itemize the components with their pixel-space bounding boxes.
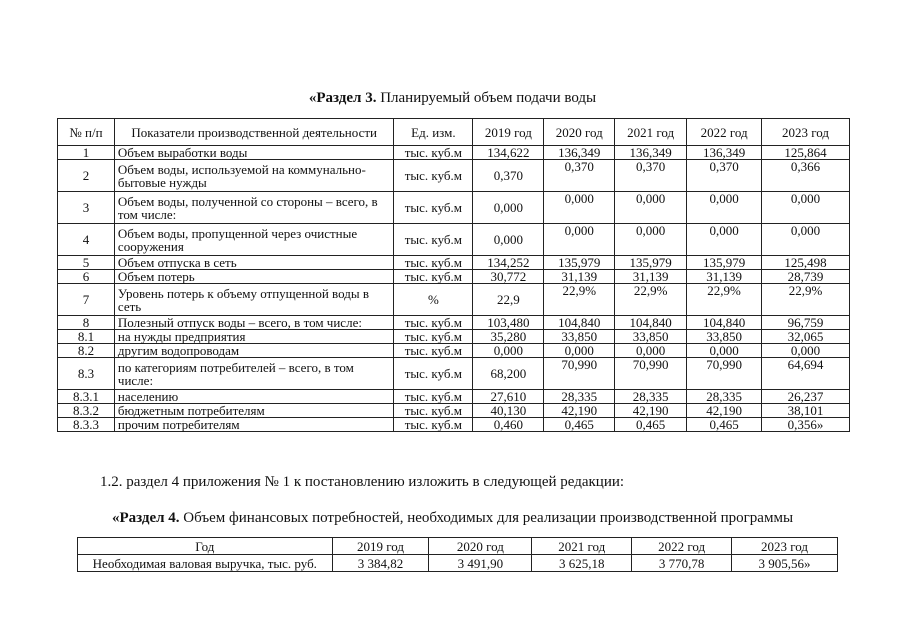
cell-2020: 0,370 [544, 160, 615, 192]
cell-2019: 0,000 [473, 344, 544, 358]
row-unit: тыс. куб.м [394, 224, 473, 256]
cell-2022: 136,349 [687, 146, 762, 160]
table-row [58, 192, 850, 224]
cell-2023: 64,694 [762, 358, 850, 390]
row-indicator: Объем отпуска в сеть [114, 256, 393, 270]
cell-2020: 135,979 [544, 256, 615, 270]
row-number: 8.3.1 [58, 390, 115, 404]
cell-2021: 42,190 [615, 404, 687, 418]
table-row [58, 390, 850, 404]
table-row [58, 284, 850, 316]
cell-2022: 3 770,78 [632, 555, 732, 572]
row-indicator: Полезный отпуск воды – всего, в том числе: [114, 316, 393, 330]
row-indicator: Объем выработки воды [114, 146, 393, 160]
table-header-row [58, 119, 850, 146]
cell-2022: 135,979 [687, 256, 762, 270]
cell-2023: 125,864 [762, 146, 850, 160]
section3-title-rest: Планируемый объем подачи воды [376, 90, 597, 106]
row-number: 3 [58, 192, 115, 224]
cell-2020: 0,000 [544, 224, 615, 256]
cell-2023: 0,356» [762, 418, 850, 432]
cell-2021: 22,9% [615, 284, 687, 316]
cell-2021: 33,850 [615, 330, 687, 344]
row-indicator: другим водопроводам [114, 344, 393, 358]
row-indicator: Объем воды, пропущенной через очистные сооружения [114, 224, 393, 256]
table-row [58, 256, 850, 270]
row-unit: тыс. куб.м [394, 330, 473, 344]
cell-2019: 27,610 [473, 390, 544, 404]
header-2023: 2023 год [762, 119, 850, 146]
row-number: 8 [58, 316, 115, 330]
cell-2019: 0,000 [473, 224, 544, 256]
cell-2023: 96,759 [762, 316, 850, 330]
cell-2019: 0,370 [473, 160, 544, 192]
row-unit: тыс. куб.м [394, 192, 473, 224]
table-row [58, 160, 850, 192]
row-unit: тыс. куб.м [394, 390, 473, 404]
row-number: 8.3 [58, 358, 115, 390]
table-row [78, 555, 838, 572]
cell-2022: 22,9% [687, 284, 762, 316]
row-indicator: по категориям потребителей – всего, в том числе: [114, 358, 393, 390]
header-num: № п/п [58, 119, 115, 146]
cell-2020: 0,000 [544, 192, 615, 224]
cell-2020: 22,9% [544, 284, 615, 316]
row-number: 7 [58, 284, 115, 316]
cell-2020: 0,465 [544, 418, 615, 432]
row-number: 5 [58, 256, 115, 270]
cell-2021: 136,349 [615, 146, 687, 160]
water-supply-table [57, 118, 850, 432]
cell-2019: 3 384,82 [332, 555, 429, 572]
row-unit: тыс. куб.м [394, 146, 473, 160]
header-2020: 2020 год [429, 538, 532, 555]
section3-title-prefix: «Раздел 3. [308, 90, 377, 106]
cell-2021: 0,000 [615, 224, 687, 256]
table-row [58, 358, 850, 390]
cell-2021: 28,335 [615, 390, 687, 404]
cell-2019: 134,622 [473, 146, 544, 160]
cell-2022: 70,990 [687, 358, 762, 390]
cell-2022: 0,000 [687, 224, 762, 256]
row-unit: тыс. куб.м [394, 418, 473, 432]
cell-2023: 3 905,56» [732, 555, 838, 572]
cell-2022: 0,000 [687, 344, 762, 358]
cell-2022: 28,335 [687, 390, 762, 404]
row-unit: тыс. куб.м [394, 160, 473, 192]
row-unit: тыс. куб.м [394, 270, 473, 284]
row-indicator: бюджетным потребителям [114, 404, 393, 418]
row-number: 4 [58, 224, 115, 256]
cell-2023: 0,366 [762, 160, 850, 192]
row-indicator: Объем воды, используемой на коммунально-бытовые нужды [114, 160, 393, 192]
table-row [58, 404, 850, 418]
cell-2019: 103,480 [473, 316, 544, 330]
section3-title [0, 89, 905, 107]
table-header-row [78, 538, 838, 555]
header-indicator: Показатели производственной деятельности [114, 119, 393, 146]
table-row [58, 224, 850, 256]
table-row [58, 146, 850, 160]
header-2019: 2019 год [332, 538, 429, 555]
cell-2020: 3 491,90 [429, 555, 532, 572]
row-unit: тыс. куб.м [394, 404, 473, 418]
cell-2019: 0,000 [473, 192, 544, 224]
section4-title [0, 509, 905, 527]
header-2021: 2021 год [532, 538, 632, 555]
cell-2022: 33,850 [687, 330, 762, 344]
cell-2022: 0,370 [687, 160, 762, 192]
header-2023: 2023 год [732, 538, 838, 555]
amendment-paragraph: 1.2. раздел 4 приложения № 1 к постановлению изложить в следующей редакции: [100, 474, 625, 490]
row-indicator: Объем воды, полученной со стороны – всего, в том числе: [114, 192, 393, 224]
table-row [58, 330, 850, 344]
cell-2020: 0,000 [544, 344, 615, 358]
row-unit: тыс. куб.м [394, 316, 473, 330]
cell-2023: 0,000 [762, 344, 850, 358]
row-number: 8.3.2 [58, 404, 115, 418]
row-indicator: прочим потребителям [114, 418, 393, 432]
cell-2023: 22,9% [762, 284, 850, 316]
row-indicator: на нужды предприятия [114, 330, 393, 344]
cell-2019: 0,460 [473, 418, 544, 432]
row-number: 8.3.3 [58, 418, 115, 432]
cell-2021: 0,370 [615, 160, 687, 192]
cell-2019: 134,252 [473, 256, 544, 270]
cell-2022: 0,000 [687, 192, 762, 224]
cell-2020: 42,190 [544, 404, 615, 418]
row-indicator: Уровень потерь к объему отпущенной воды в сеть [114, 284, 393, 316]
cell-2020: 136,349 [544, 146, 615, 160]
table-row [58, 316, 850, 330]
cell-2023: 26,237 [762, 390, 850, 404]
section4-title-prefix: «Раздел 4. [111, 510, 180, 526]
row-unit: % [394, 284, 473, 316]
header-year: Год [78, 538, 333, 555]
cell-2019: 35,280 [473, 330, 544, 344]
row-indicator: населению [114, 390, 393, 404]
row-indicator: Объем потерь [114, 270, 393, 284]
table-row [58, 270, 850, 284]
cell-2021: 0,000 [615, 192, 687, 224]
table-row [58, 344, 850, 358]
cell-2020: 70,990 [544, 358, 615, 390]
header-unit: Ед. изм. [394, 119, 473, 146]
cell-2021: 70,990 [615, 358, 687, 390]
row-number: 6 [58, 270, 115, 284]
financial-needs-table [77, 537, 838, 572]
cell-2023: 38,101 [762, 404, 850, 418]
cell-2021: 0,465 [615, 418, 687, 432]
cell-2021: 0,000 [615, 344, 687, 358]
row-number: 1 [58, 146, 115, 160]
cell-2021: 135,979 [615, 256, 687, 270]
cell-2023: 28,739 [762, 270, 850, 284]
row-label: Необходимая валовая выручка, тыс. руб. [78, 555, 333, 572]
cell-2021: 31,139 [615, 270, 687, 284]
row-unit: тыс. куб.м [394, 344, 473, 358]
row-number: 2 [58, 160, 115, 192]
section4-title-rest: Объем финансовых потребностей, необходимых для реализации производственной программы [179, 510, 794, 526]
cell-2023: 0,000 [762, 192, 850, 224]
header-2019: 2019 год [473, 119, 544, 146]
cell-2019: 40,130 [473, 404, 544, 418]
row-unit: тыс. куб.м [394, 358, 473, 390]
header-2022: 2022 год [632, 538, 732, 555]
cell-2019: 22,9 [473, 284, 544, 316]
cell-2021: 104,840 [615, 316, 687, 330]
cell-2021: 3 625,18 [532, 555, 632, 572]
cell-2022: 104,840 [687, 316, 762, 330]
cell-2022: 0,465 [687, 418, 762, 432]
table-row [58, 418, 850, 432]
cell-2022: 31,139 [687, 270, 762, 284]
cell-2023: 32,065 [762, 330, 850, 344]
cell-2023: 0,000 [762, 224, 850, 256]
cell-2023: 125,498 [762, 256, 850, 270]
cell-2019: 30,772 [473, 270, 544, 284]
row-number: 8.1 [58, 330, 115, 344]
row-number: 8.2 [58, 344, 115, 358]
cell-2022: 42,190 [687, 404, 762, 418]
cell-2020: 33,850 [544, 330, 615, 344]
header-2020: 2020 год [544, 119, 615, 146]
header-2022: 2022 год [687, 119, 762, 146]
cell-2020: 31,139 [544, 270, 615, 284]
cell-2020: 28,335 [544, 390, 615, 404]
cell-2020: 104,840 [544, 316, 615, 330]
header-2021: 2021 год [615, 119, 687, 146]
cell-2019: 68,200 [473, 358, 544, 390]
row-unit: тыс. куб.м [394, 256, 473, 270]
